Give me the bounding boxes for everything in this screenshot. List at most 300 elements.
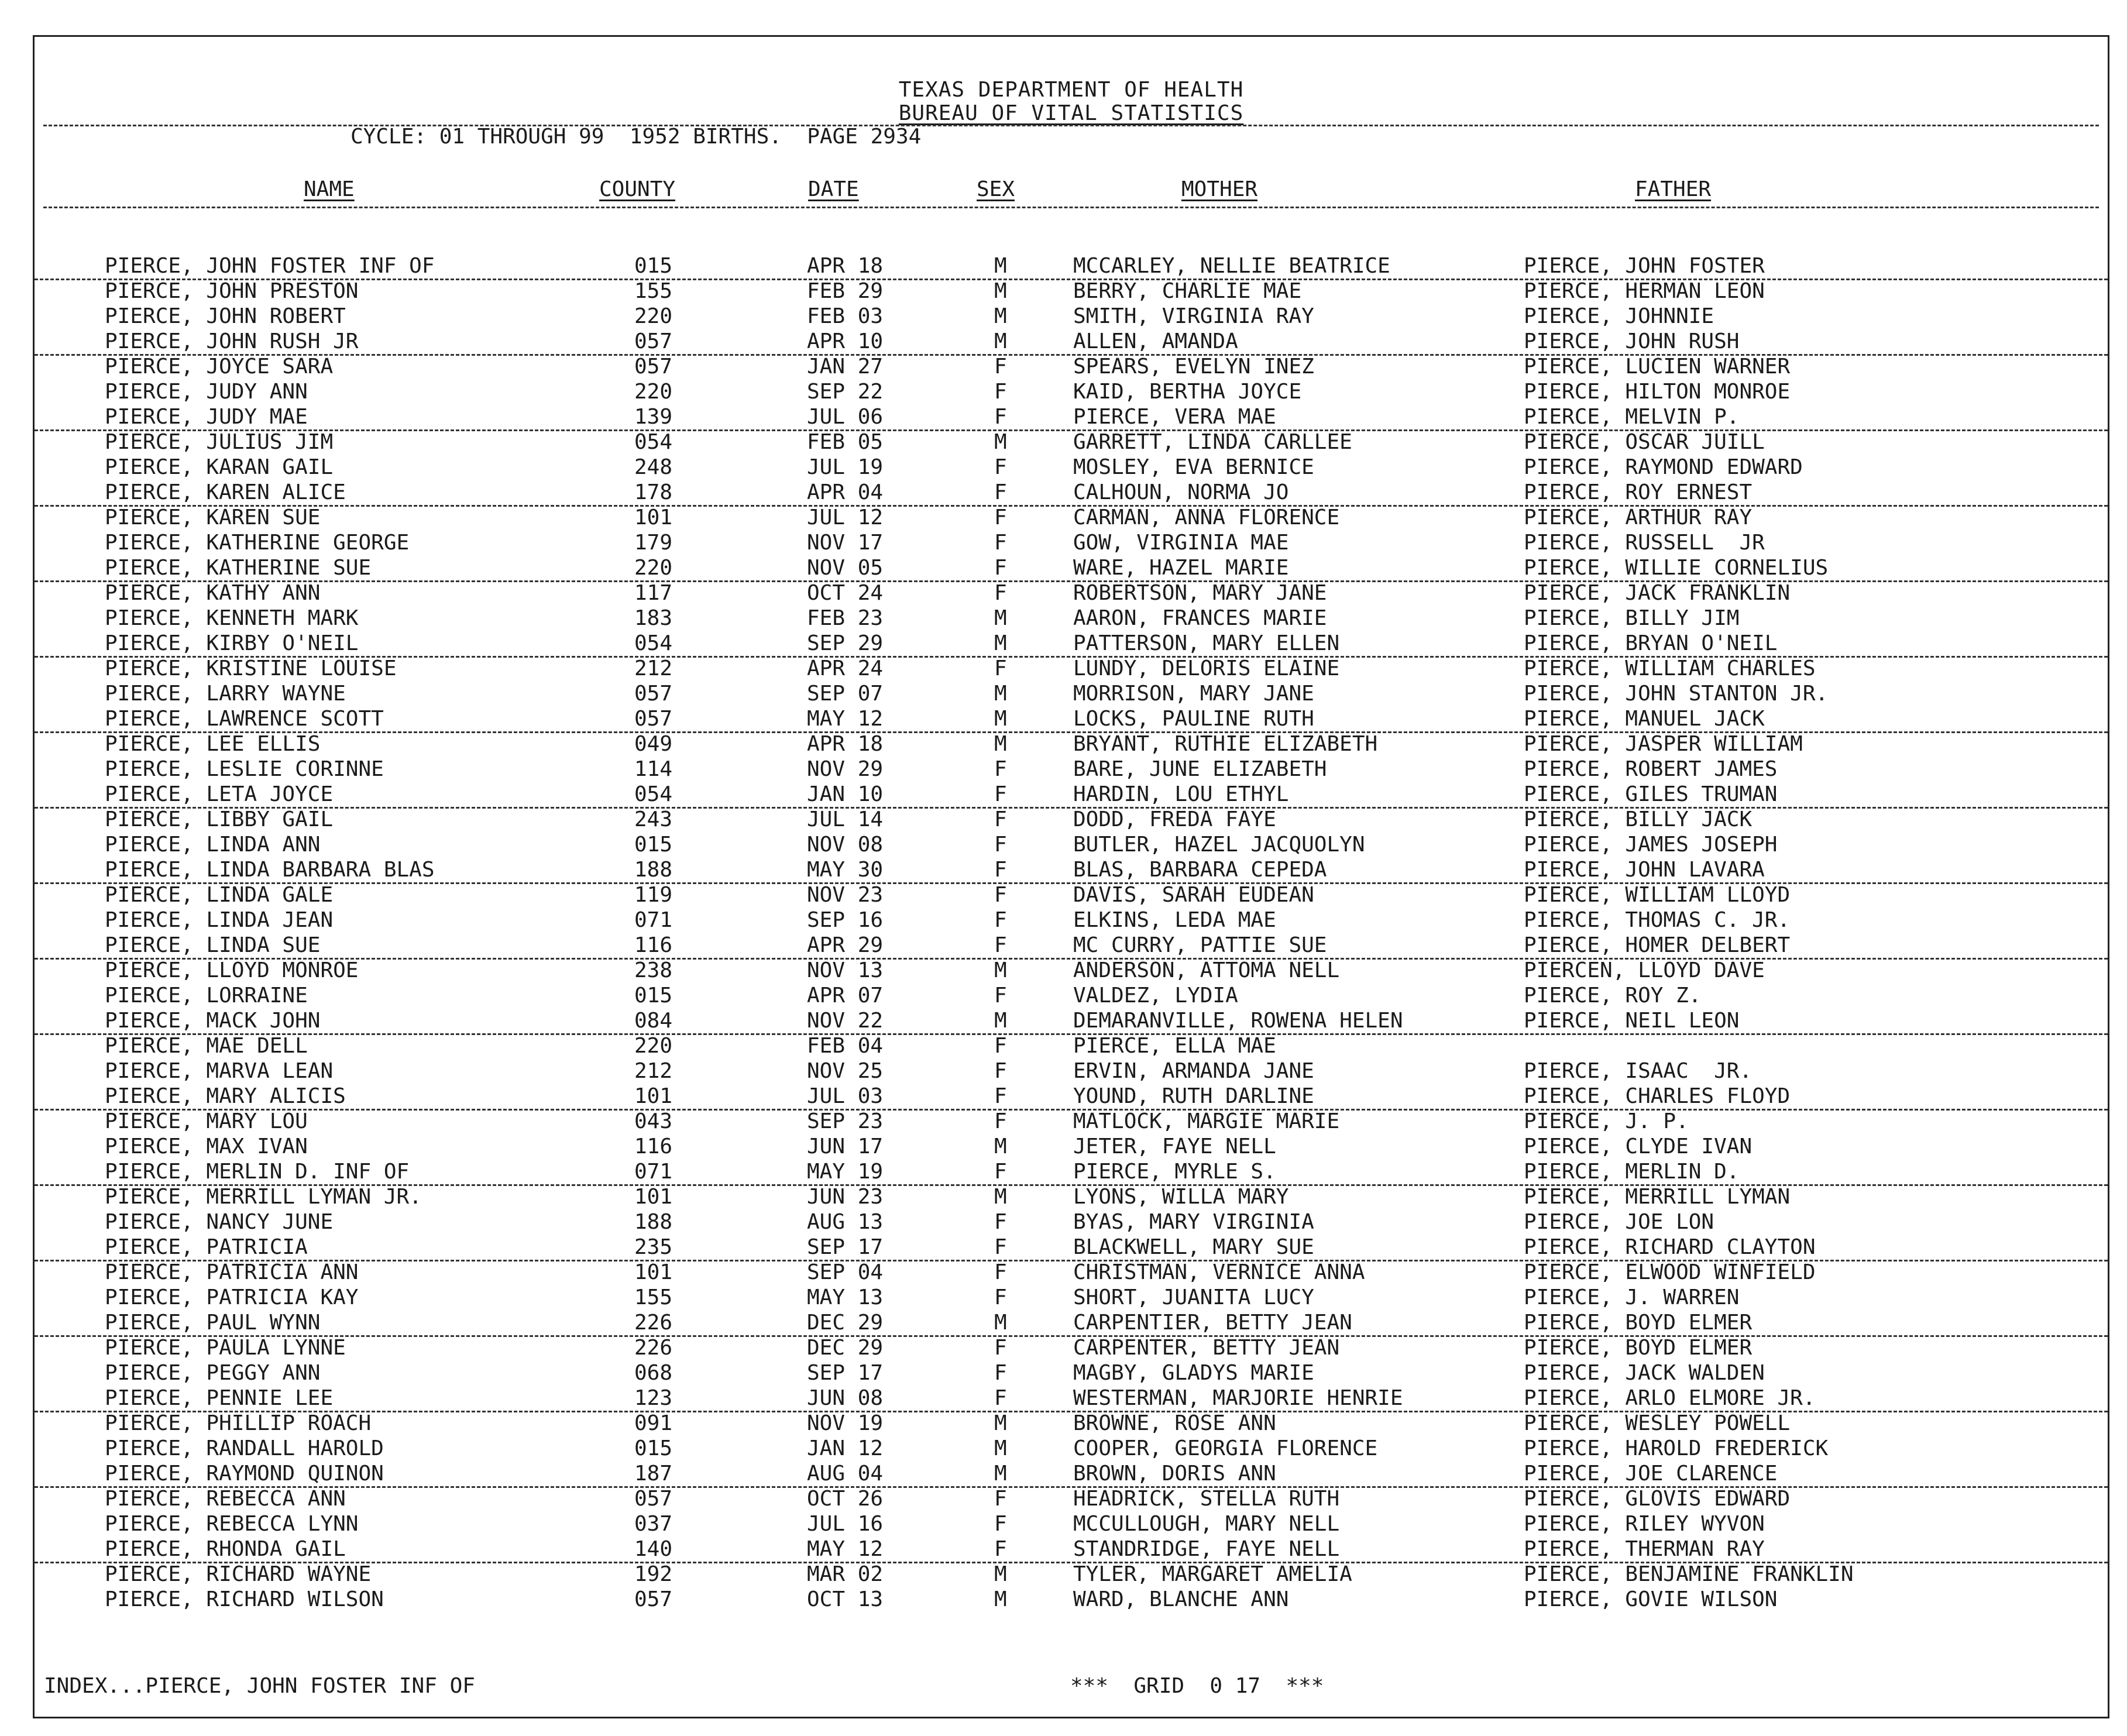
cell-sex: F	[994, 581, 1007, 605]
cell-mother: SPEARS, EVELYN INEZ	[1073, 355, 1314, 379]
cell-father: PIERCE, CHARLES FLOYD	[1524, 1084, 1791, 1108]
cell-mother: BARE, JUNE ELIZABETH	[1073, 757, 1327, 781]
cell-sex: F	[994, 556, 1007, 580]
cell-mother: WARD, BLANCHE ANN	[1073, 1587, 1289, 1611]
table-row	[35, 329, 2108, 356]
cell-mother: DAVIS, SARAH EUDEAN	[1073, 883, 1314, 907]
cell-father: PIERCE, ELWOOD WINFIELD	[1524, 1260, 1816, 1284]
table-row	[35, 1033, 2108, 1058]
table-row	[35, 1084, 2108, 1111]
cell-name: PIERCE, LARRY WAYNE	[105, 682, 346, 706]
cell-father: PIERCE, HERMAN LEON	[1524, 279, 1765, 303]
cell-mother: COOPER, GEORGIA FLORENCE	[1073, 1436, 1378, 1460]
cell-date: APR 18	[807, 732, 884, 756]
cell-county: 057	[634, 682, 673, 706]
cell-county: 015	[634, 833, 673, 857]
cell-date: JUL 06	[807, 405, 884, 429]
cell-mother: ALLEN, AMANDA	[1073, 329, 1238, 353]
cell-sex: M	[994, 1436, 1007, 1460]
table-row	[35, 1209, 2108, 1235]
table-row	[35, 757, 2108, 782]
cell-name: PIERCE, KATHERINE SUE	[105, 556, 372, 580]
cell-county: 057	[634, 329, 673, 353]
cell-name: PIERCE, JULIUS JIM	[105, 430, 334, 454]
cell-county: 220	[634, 556, 673, 580]
cell-sex: M	[994, 430, 1007, 454]
cell-county: 015	[634, 254, 673, 278]
cell-date: NOV 22	[807, 1009, 884, 1033]
cell-father: PIERCE, BOYD ELMER	[1524, 1336, 1753, 1360]
cell-county: 084	[634, 1009, 673, 1033]
table-row	[35, 1134, 2108, 1159]
cell-name: PIERCE, LINDA SUE	[105, 933, 321, 957]
table-row	[35, 279, 2108, 304]
cell-name: PIERCE, PATRICIA	[105, 1235, 308, 1259]
cell-name: PIERCE, REBECCA ANN	[105, 1487, 346, 1511]
cell-date: APR 18	[807, 254, 884, 278]
table-row	[35, 505, 2108, 530]
cell-county: 243	[634, 807, 673, 831]
table-row	[35, 631, 2108, 658]
cell-county: 220	[634, 380, 673, 404]
cell-father: PIERCE, HOMER DELBERT	[1524, 933, 1791, 957]
cell-sex: F	[994, 355, 1007, 379]
cell-county: 037	[634, 1512, 673, 1536]
cell-date: JUN 17	[807, 1135, 884, 1159]
table-row	[35, 1360, 2108, 1386]
cell-father: PIERCE, THERMAN RAY	[1524, 1537, 1765, 1561]
cell-name: PIERCE, JOHN FOSTER INF OF	[105, 254, 435, 278]
cell-father: PIERCE, RILEY WYVON	[1524, 1512, 1765, 1536]
cell-father: PIERCE, MERRILL LYMAN	[1524, 1185, 1791, 1209]
table-row	[35, 1386, 2108, 1412]
cell-father: PIERCE, HAROLD FREDERICK	[1524, 1436, 1829, 1460]
cell-county: 057	[634, 707, 673, 731]
cell-county: 238	[634, 958, 673, 982]
cell-sex: F	[994, 1235, 1007, 1259]
cell-county: 123	[634, 1386, 673, 1410]
cell-date: FEB 04	[807, 1034, 884, 1058]
cell-name: PIERCE, JOYCE SARA	[105, 355, 334, 379]
table-row	[35, 1436, 2108, 1461]
cell-mother: ROBERTSON, MARY JANE	[1073, 581, 1327, 605]
cell-county: 183	[634, 606, 673, 630]
cell-name: PIERCE, LETA JOYCE	[105, 782, 334, 806]
cell-mother: BROWN, DORIS ANN	[1073, 1462, 1276, 1486]
cell-date: FEB 23	[807, 606, 884, 630]
cell-county: 101	[634, 1185, 673, 1209]
cell-sex: F	[994, 1034, 1007, 1058]
cell-date: JUL 03	[807, 1084, 884, 1108]
cell-name: PIERCE, KAREN SUE	[105, 506, 321, 530]
cell-name: PIERCE, RAYMOND QUINON	[105, 1462, 384, 1486]
cell-county: 187	[634, 1462, 673, 1486]
cell-father: PIERCE, JOHN STANTON JR.	[1524, 682, 1829, 706]
table-row	[35, 606, 2108, 631]
cell-county: 178	[634, 480, 673, 504]
cell-date: FEB 03	[807, 304, 884, 328]
table-row	[35, 1260, 2108, 1285]
cell-county: 054	[634, 631, 673, 655]
cell-name: PIERCE, MACK JOHN	[105, 1009, 321, 1033]
cell-name: PIERCE, PAUL WYNN	[105, 1311, 321, 1335]
table-row	[35, 656, 2108, 681]
cell-name: PIERCE, JUDY ANN	[105, 380, 308, 404]
table-row	[35, 1285, 2108, 1310]
cell-mother: CALHOUN, NORMA JO	[1073, 480, 1289, 504]
cell-county: 119	[634, 883, 673, 907]
cell-sex: F	[994, 1160, 1007, 1184]
table-row	[35, 580, 2108, 606]
cell-father: PIERCE, HILTON MONROE	[1524, 380, 1791, 404]
cell-sex: F	[994, 807, 1007, 831]
cell-name: PIERCE, RICHARD WILSON	[105, 1587, 384, 1611]
cell-father: PIERCE, WILLIAM CHARLES	[1524, 656, 1816, 680]
cell-name: PIERCE, KATHY ANN	[105, 581, 321, 605]
table-row	[35, 1184, 2108, 1209]
footer-index: INDEX...PIERCE, JOHN FOSTER INF OF	[44, 1674, 475, 1698]
cell-mother: MORRISON, MARY JANE	[1073, 682, 1314, 706]
cell-father: PIERCE, CLYDE IVAN	[1524, 1135, 1753, 1159]
cell-sex: M	[994, 329, 1007, 353]
cell-date: MAR 02	[807, 1562, 884, 1586]
cell-mother: SMITH, VIRGINIA RAY	[1073, 304, 1314, 328]
cell-mother: YOUND, RUTH DARLINE	[1073, 1084, 1314, 1108]
cell-sex: F	[994, 1336, 1007, 1360]
cell-mother: MATLOCK, MARGIE MARIE	[1073, 1109, 1340, 1133]
table-row	[35, 731, 2108, 757]
table-row	[35, 1461, 2108, 1488]
cell-sex: F	[994, 782, 1007, 806]
cell-date: SEP 23	[807, 1109, 884, 1133]
cell-sex: F	[994, 656, 1007, 680]
table-row	[35, 455, 2108, 480]
cell-county: 188	[634, 858, 673, 882]
cell-sex: M	[994, 1311, 1007, 1335]
cell-date: NOV 25	[807, 1059, 884, 1083]
cell-mother: DEMARANVILLE, ROWENA HELEN	[1073, 1009, 1403, 1033]
cell-mother: BUTLER, HAZEL JACQUOLYN	[1073, 833, 1365, 857]
cell-father: PIERCE, THOMAS C. JR.	[1524, 908, 1791, 932]
cell-county: 220	[634, 304, 673, 328]
cell-father: PIERCE, OSCAR JUILL	[1524, 430, 1765, 454]
table-row	[35, 253, 2108, 280]
cell-county: 235	[634, 1235, 673, 1259]
cell-county: 015	[634, 984, 673, 1008]
cell-sex: M	[994, 631, 1007, 655]
cell-name: PIERCE, KIRBY O'NEIL	[105, 631, 359, 655]
cell-sex: M	[994, 254, 1007, 278]
cell-date: AUG 13	[807, 1210, 884, 1234]
cell-sex: F	[994, 380, 1007, 404]
cell-father: PIERCE, JOHN RUSH	[1524, 329, 1740, 353]
cell-father: PIERCE, ROY ERNEST	[1524, 480, 1753, 504]
cell-sex: F	[994, 1109, 1007, 1133]
cell-name: PIERCE, LORRAINE	[105, 984, 308, 1008]
cell-mother: MCCULLOUGH, MARY NELL	[1073, 1512, 1340, 1536]
cell-mother: HEADRICK, STELLA RUTH	[1073, 1487, 1340, 1511]
table-row	[35, 354, 2108, 379]
column-header-sex: SEX	[977, 177, 1015, 201]
cell-name: PIERCE, PATRICIA ANN	[105, 1260, 359, 1284]
cell-county: 101	[634, 1260, 673, 1284]
cell-sex: M	[994, 304, 1007, 328]
cell-name: PIERCE, PHILLIP ROACH	[105, 1411, 372, 1435]
cell-mother: BROWNE, ROSE ANN	[1073, 1411, 1276, 1435]
table-row	[35, 857, 2108, 884]
cell-county: 188	[634, 1210, 673, 1234]
cell-sex: M	[994, 1562, 1007, 1586]
cell-name: PIERCE, LIBBY GAIL	[105, 807, 334, 831]
cell-father: PIERCE, BENJAMINE FRANKLIN	[1524, 1562, 1854, 1586]
cell-father: PIERCE, GILES TRUMAN	[1524, 782, 1778, 806]
cell-father: PIERCE, ARTHUR RAY	[1524, 506, 1753, 530]
cell-name: PIERCE, NANCY JUNE	[105, 1210, 334, 1234]
cell-mother: MC CURRY, PATTIE SUE	[1073, 933, 1327, 957]
table-row	[35, 1536, 2108, 1563]
table-row	[35, 782, 2108, 809]
cell-sex: F	[994, 455, 1007, 479]
document-page	[33, 35, 2109, 1718]
cell-mother: CARPENTIER, BETTY JEAN	[1073, 1311, 1352, 1335]
column-header-date: DATE	[808, 177, 859, 201]
cell-date: MAY 13	[807, 1285, 884, 1309]
cell-county: 220	[634, 1034, 673, 1058]
cell-father: PIERCE, RICHARD CLAYTON	[1524, 1235, 1816, 1259]
cell-date: MAY 12	[807, 1537, 884, 1561]
cell-name: PIERCE, JUDY MAE	[105, 405, 308, 429]
cell-sex: F	[994, 933, 1007, 957]
cell-county: 101	[634, 506, 673, 530]
cell-father: PIERCE, JOHN LAVARA	[1524, 858, 1765, 882]
cell-date: OCT 26	[807, 1487, 884, 1511]
cell-name: PIERCE, PAULA LYNNE	[105, 1336, 346, 1360]
table-row	[35, 933, 2108, 960]
cell-date: OCT 13	[807, 1587, 884, 1611]
cell-mother: HARDIN, LOU ETHYL	[1073, 782, 1289, 806]
cell-mother: VALDEZ, LYDIA	[1073, 984, 1238, 1008]
cell-county: 057	[634, 1487, 673, 1511]
cell-sex: M	[994, 1009, 1007, 1033]
cell-name: PIERCE, JOHN RUSH JR	[105, 329, 359, 353]
cell-sex: F	[994, 1537, 1007, 1561]
cell-mother: ELKINS, LEDA MAE	[1073, 908, 1276, 932]
table-row	[35, 429, 2108, 455]
cell-father: PIERCE, JAMES JOSEPH	[1524, 833, 1778, 857]
table-row	[35, 530, 2108, 555]
table-row	[35, 1587, 2108, 1612]
cell-father: PIERCE, JASPER WILLIAM	[1524, 732, 1803, 756]
cell-date: NOV 05	[807, 556, 884, 580]
cell-sex: F	[994, 1260, 1007, 1284]
cell-father: PIERCE, J. P.	[1524, 1109, 1689, 1133]
cell-mother: CHRISTMAN, VERNICE ANNA	[1073, 1260, 1365, 1284]
cell-father: PIERCE, JOHN FOSTER	[1524, 254, 1765, 278]
cell-father: PIERCE, MANUEL JACK	[1524, 707, 1765, 731]
cell-mother: LYONS, WILLA MARY	[1073, 1185, 1289, 1209]
cell-mother: BYAS, MARY VIRGINIA	[1073, 1210, 1314, 1234]
cell-date: SEP 29	[807, 631, 884, 655]
cell-county: 116	[634, 1135, 673, 1159]
table-row	[35, 907, 2108, 933]
cell-mother: JETER, FAYE NELL	[1073, 1135, 1276, 1159]
cell-mother: CARMAN, ANNA FLORENCE	[1073, 506, 1340, 530]
cell-name: PIERCE, MARY LOU	[105, 1109, 308, 1133]
cell-county: 192	[634, 1562, 673, 1586]
cell-sex: M	[994, 707, 1007, 731]
cell-county: 071	[634, 1160, 673, 1184]
cell-county: 140	[634, 1537, 673, 1561]
cell-county: 226	[634, 1311, 673, 1335]
cell-sex: F	[994, 1084, 1007, 1108]
cell-date: NOV 13	[807, 958, 884, 982]
cell-county: 015	[634, 1436, 673, 1460]
cell-sex: F	[994, 908, 1007, 932]
cell-father: PIERCE, GOVIE WILSON	[1524, 1587, 1778, 1611]
cell-mother: BRYANT, RUTHIE ELIZABETH	[1073, 732, 1378, 756]
cell-sex: F	[994, 858, 1007, 882]
column-header-name: NAME	[304, 177, 355, 201]
cell-mother: GARRETT, LINDA CARLLEE	[1073, 430, 1352, 454]
cell-date: FEB 05	[807, 430, 884, 454]
cell-date: JAN 27	[807, 355, 884, 379]
table-row	[35, 1335, 2108, 1360]
cell-father: PIERCE, GLOVIS EDWARD	[1524, 1487, 1791, 1511]
table-row	[35, 1310, 2108, 1337]
cell-father: PIERCE, LUCIEN WARNER	[1524, 355, 1791, 379]
cell-mother: STANDRIDGE, FAYE NELL	[1073, 1537, 1340, 1561]
cell-sex: F	[994, 531, 1007, 555]
cell-name: PIERCE, RICHARD WAYNE	[105, 1562, 372, 1586]
cell-mother: PIERCE, MYRLE S.	[1073, 1160, 1276, 1184]
cell-sex: F	[994, 405, 1007, 429]
cell-name: PIERCE, JOHN PRESTON	[105, 279, 359, 303]
cell-date: JUL 12	[807, 506, 884, 530]
cell-county: 117	[634, 581, 673, 605]
table-row	[35, 555, 2108, 582]
cell-name: PIERCE, MARY ALICIS	[105, 1084, 346, 1108]
cell-father: PIERCE, ISAAC JR.	[1524, 1059, 1753, 1083]
table-row	[35, 379, 2108, 404]
cell-mother: MCCARLEY, NELLIE BEATRICE	[1073, 254, 1390, 278]
cell-name: PIERCE, LESLIE CORINNE	[105, 757, 384, 781]
cell-father: PIERCE, JACK FRANKLIN	[1524, 581, 1791, 605]
cell-father: PIERCE, ROY Z.	[1524, 984, 1702, 1008]
cell-county: 212	[634, 656, 673, 680]
cell-county: 226	[634, 1336, 673, 1360]
cell-father: PIERCE, JOE LON	[1524, 1210, 1714, 1234]
cell-mother: ANDERSON, ATTOMA NELL	[1073, 958, 1340, 982]
cell-name: PIERCE, MARVA LEAN	[105, 1059, 334, 1083]
cell-father: PIERCE, BRYAN O'NEIL	[1524, 631, 1778, 655]
cell-county: 114	[634, 757, 673, 781]
cell-date: SEP 22	[807, 380, 884, 404]
cell-mother: PIERCE, VERA MAE	[1073, 405, 1276, 429]
cell-sex: F	[994, 506, 1007, 530]
cell-county: 179	[634, 531, 673, 555]
cell-date: APR 04	[807, 480, 884, 504]
cell-county: 155	[634, 279, 673, 303]
cell-name: PIERCE, RANDALL HAROLD	[105, 1436, 384, 1460]
cell-county: 101	[634, 1084, 673, 1108]
cell-father: PIERCE, WILLIAM LLOYD	[1524, 883, 1791, 907]
cell-name: PIERCE, LEE ELLIS	[105, 732, 321, 756]
footer-grid: *** GRID 0 17 ***	[1070, 1674, 1324, 1698]
cell-sex: F	[994, 1386, 1007, 1410]
cell-father: PIERCE, RUSSELL JR	[1524, 531, 1765, 555]
cell-name: PIERCE, JOHN ROBERT	[105, 304, 346, 328]
cell-name: PIERCE, PATRICIA KAY	[105, 1285, 359, 1309]
cell-sex: M	[994, 1411, 1007, 1435]
cell-date: SEP 17	[807, 1235, 884, 1259]
table-row	[35, 1562, 2108, 1587]
cell-mother: BLAS, BARBARA CEPEDA	[1073, 858, 1327, 882]
table-row	[35, 983, 2108, 1008]
cell-county: 054	[634, 782, 673, 806]
cell-father: PIERCE, JOHNNIE	[1524, 304, 1714, 328]
cell-county: 071	[634, 908, 673, 932]
cell-mother: WESTERMAN, MARJORIE HENRIE	[1073, 1386, 1403, 1410]
cell-date: APR 07	[807, 984, 884, 1008]
cell-county: 091	[634, 1411, 673, 1435]
cell-father: PIERCE, JACK WALDEN	[1524, 1361, 1765, 1385]
cell-county: 043	[634, 1109, 673, 1133]
cell-date: DEC 29	[807, 1336, 884, 1360]
table-row	[35, 681, 2108, 706]
cell-mother: SHORT, JUANITA LUCY	[1073, 1285, 1314, 1309]
cell-date: JUN 08	[807, 1386, 884, 1410]
cell-sex: F	[994, 1512, 1007, 1536]
column-header-county: COUNTY	[599, 177, 676, 201]
cell-name: PIERCE, KATHERINE GEORGE	[105, 531, 410, 555]
table-row	[35, 1159, 2108, 1186]
cell-date: NOV 08	[807, 833, 884, 857]
cell-date: AUG 04	[807, 1462, 884, 1486]
cell-sex: F	[994, 1285, 1007, 1309]
cell-father: PIERCE, BILLY JIM	[1524, 606, 1740, 630]
cell-date: NOV 29	[807, 757, 884, 781]
cell-date: NOV 17	[807, 531, 884, 555]
cell-sex: F	[994, 1361, 1007, 1385]
cell-father: PIERCE, WILLIE CORNELIUS	[1524, 556, 1829, 580]
cell-date: JUL 14	[807, 807, 884, 831]
cell-father: PIERCEN, LLOYD DAVE	[1524, 958, 1765, 982]
cell-name: PIERCE, KRISTINE LOUISE	[105, 656, 397, 680]
cell-date: SEP 07	[807, 682, 884, 706]
cell-date: JAN 12	[807, 1436, 884, 1460]
cell-sex: M	[994, 1185, 1007, 1209]
cell-name: PIERCE, LINDA JEAN	[105, 908, 334, 932]
cell-date: JUL 16	[807, 1512, 884, 1536]
cell-mother: MAGBY, GLADYS MARIE	[1073, 1361, 1314, 1385]
cell-name: PIERCE, KAREN ALICE	[105, 480, 346, 504]
table-row	[35, 1058, 2108, 1084]
cell-date: APR 10	[807, 329, 884, 353]
cell-county: 155	[634, 1285, 673, 1309]
table-row	[35, 480, 2108, 507]
cell-sex: M	[994, 732, 1007, 756]
table-row	[35, 1411, 2108, 1436]
cell-sex: F	[994, 1487, 1007, 1511]
table-row	[35, 958, 2108, 983]
cell-mother: GOW, VIRGINIA MAE	[1073, 531, 1289, 555]
table-row	[35, 304, 2108, 329]
cell-father: PIERCE, BILLY JACK	[1524, 807, 1753, 831]
cell-name: PIERCE, PENNIE LEE	[105, 1386, 334, 1410]
cell-sex: F	[994, 480, 1007, 504]
cell-date: JUN 23	[807, 1185, 884, 1209]
table-row	[35, 1109, 2108, 1134]
